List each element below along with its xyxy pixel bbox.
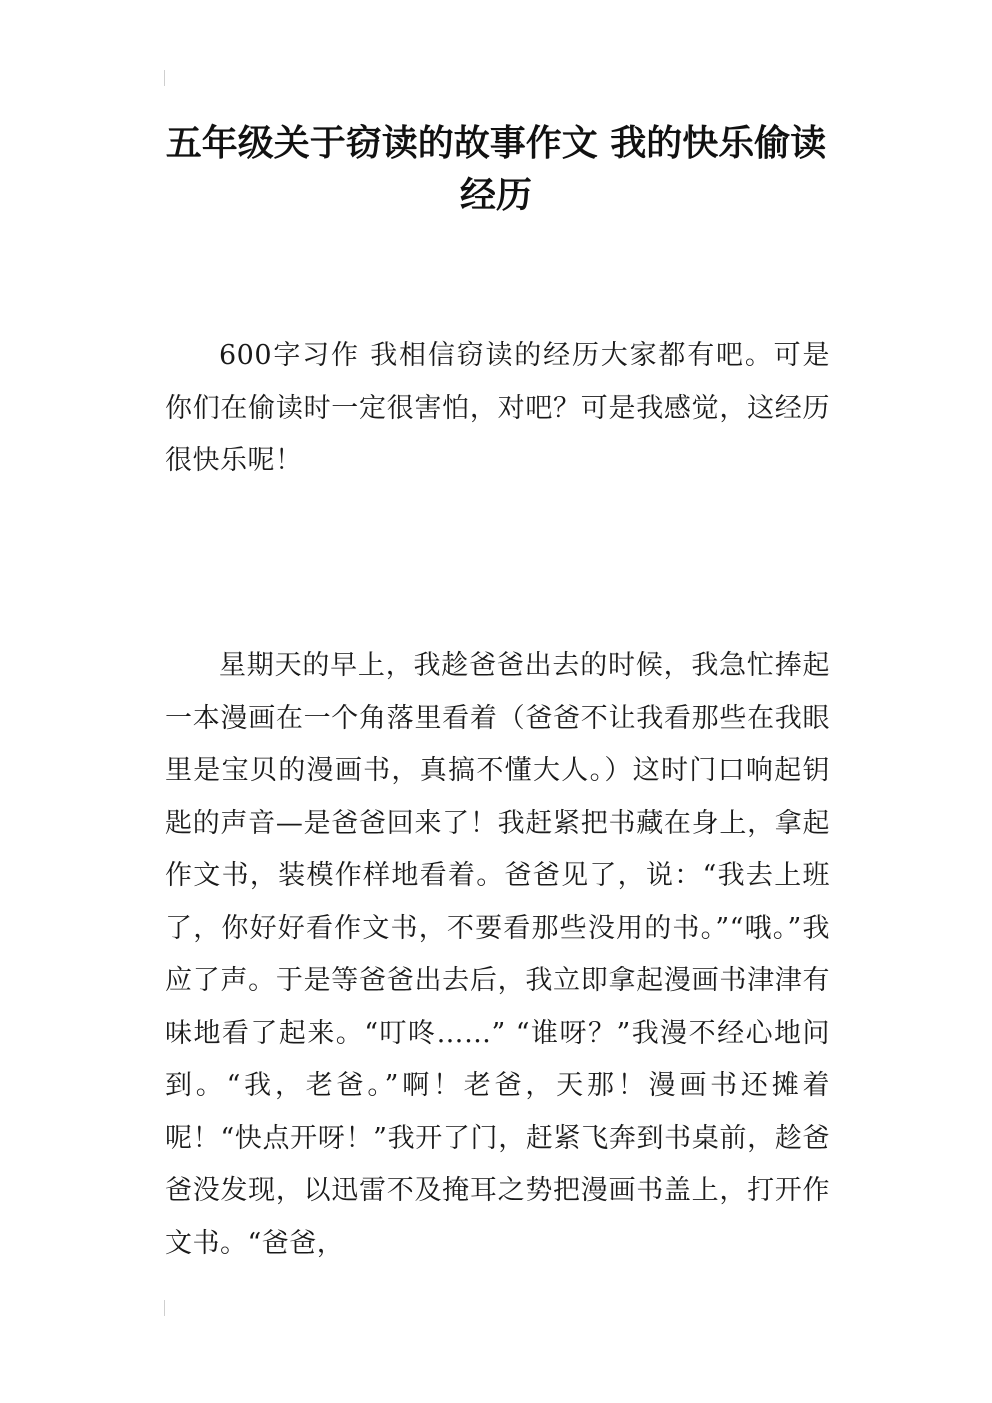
paragraph-intro: 600字习作 我相信窃读的经历大家都有吧。可是你们在偷读时一定很害怕，对吧？可是我感觉，这经历很快乐呢！ — [165, 340, 830, 476]
crop-mark-bottom — [164, 1300, 165, 1316]
crop-mark-top — [164, 70, 165, 86]
paragraph-story: 星期天的早上，我趁爸爸出去的时候，我急忙捧起一本漫画在一个角落里看着（爸爸不让我看那些在我眼里是宝贝的漫画书，真搞不懂大人。）这时门口响起钥匙的声音—是爸爸回来了！我赶紧把书藏在身上，拿起作文书，装模作样地看着。爸爸见了，说：“我去上班了，你好好看作文书，不要看那些没用的书。”“哦。”我应了声。于是等爸爸出去后，我立即拿起漫画书津津有味地看了起来。“叮咚……” “谁呀？”我漫不经心地问到。“我，老爸。”啊！老爸，天那！漫画书还摊着呢！“快点开呀！”我开了门，赶紧飞奔到书桌前，趁爸爸没发现，以迅雷不及掩耳之势把漫画书盖上，打开作文书。“爸爸， — [165, 650, 830, 1259]
document-title: 五年级关于窃读的故事作文 我的快乐偷读经历 — [165, 123, 827, 216]
